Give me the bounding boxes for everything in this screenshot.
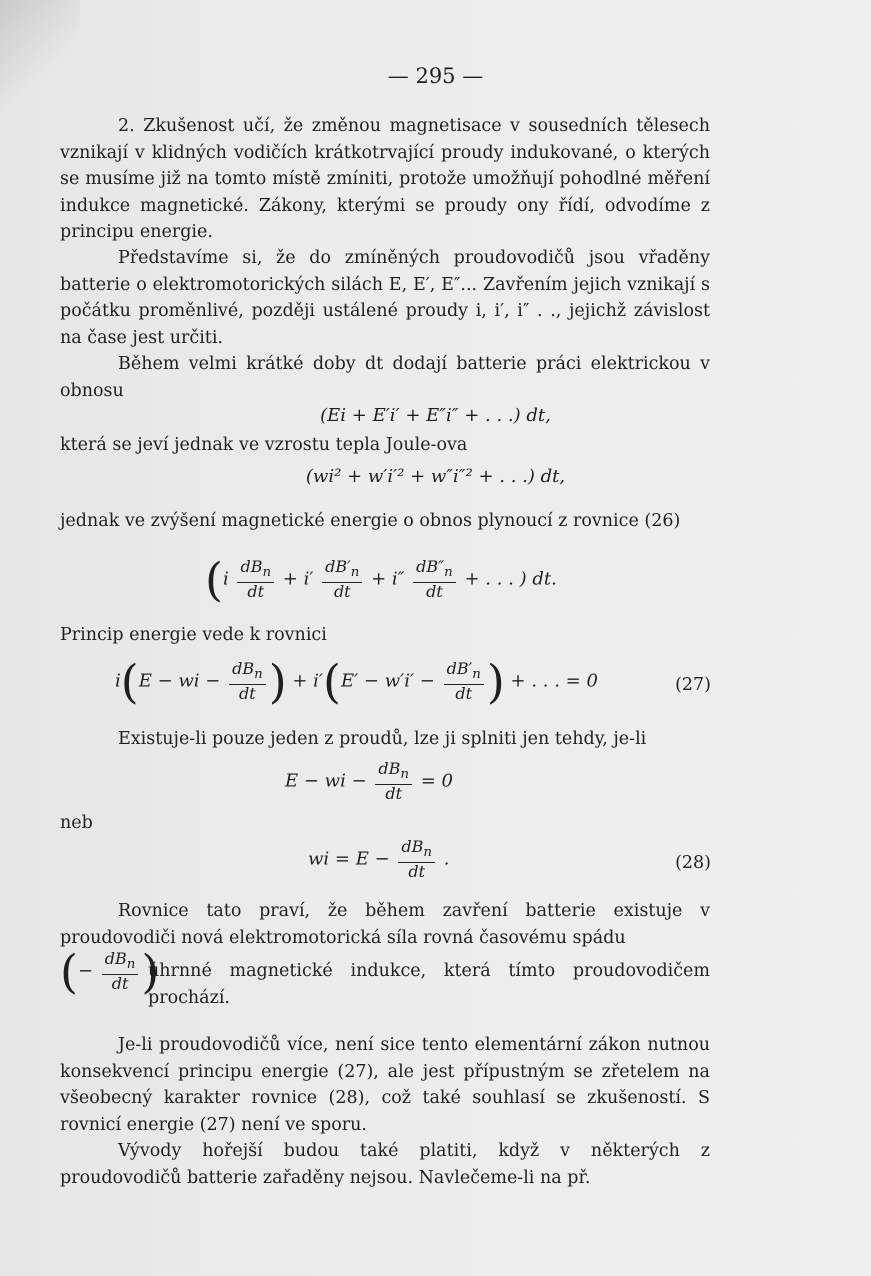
paragraph-3: Během velmi krátké doby dt dodají batterie práci elektrickou v obnosu [60, 354, 710, 401]
paragraph-10: Je-li proudovodičů více, není sice tento elementární zákon nutnou konsekvencí principu energie (27), ale jest přípustným se zřetelem na všeobecný karakter rovnice (28), což také souhlasí se zkušeností. S rovnicí energie (27) není ve sporu. [60, 1035, 710, 1135]
equation-joule: (wi² + w′i′² + w″i″² + . . .) dt, [305, 466, 566, 487]
equation-27-tail: + . . . = 0 [510, 670, 598, 692]
equation-condition-tail: = 0 [420, 770, 453, 792]
paper-fold-shadow [0, 0, 80, 120]
paragraph-11: Vývody hořejší budou také platiti, když v některých z proudovodičů batterie zařaděny nejsou. Navlečeme-li na př. [60, 1141, 710, 1188]
paragraph-4: která se jeví jednak ve vzrostu tepla Joule-ova [60, 435, 468, 455]
paragraph-7: Existuje-li pouze jeden z proudů, lze ji splniti jen tehdy, je-li [118, 729, 647, 749]
paragraph-9b: úhrnné magnetické indukce, která tímto proudovodičem prochází. [148, 961, 710, 1008]
paragraph-8: neb [60, 813, 93, 833]
equation-magnetic-energy: (i $\frac{dB_n}{dt}$ + i′ $\frac{dB'_n}{dt}$ + i″ $\frac{dB''_n}{dt}$ + . . . ) dt. [205, 552, 557, 607]
equation-27: i(E − wi − $\frac{dB_n}{dt}$ ) + i′(E′ − w′i′ − $\frac{dB'_n}{dt}$ ) + . . . = 0 [115, 654, 598, 709]
paragraph-5: jednak ve zvýšení magnetické energie o obnos plynoucí z rovnice (26) [60, 511, 681, 531]
equation-number-27: (27) [675, 675, 711, 695]
paragraph-9: Rovnice tato praví, že během zavření batterie existuje v proudovodiči nová elektromotorická síla rovná časovému spádu [60, 901, 710, 948]
equation-condition: E − wi − $\frac{dB_n}{dt}$ = 0 [285, 759, 453, 804]
equation-flux-rate: (− $\frac{dB_n}{dt}$ ) [60, 944, 160, 999]
equation-28: wi = E − $\frac{dB_n}{dt}$ . [308, 837, 450, 882]
equation-work: (Ei + E′i′ + E″i″ + . . .) dt, [320, 405, 551, 426]
page-number: — 295 — [387, 64, 484, 88]
equation-number-28: (28) [675, 853, 711, 873]
paragraph-1: 2. Zkušenost učí, že změnou magnetisace v sousedních tělesech vznikají v klidných vodičích krátkotrvající proudy indukované, o kterých se musíme již na tomto místě zmíniti, protože umožňují pohodlné měření indukce magnetické. Zákony, kterými se proudy ony řídí, odvodíme z principu energie. [60, 116, 710, 242]
paragraph-2: Představíme si, že do zmíněných proudovodičů jsou vřaděny batterie o elektromotorických silách E, E′, E″... Zavřením jejich vznikají s počátku proměnlivé, později ustálené proudy i, i′, i″ . ., jejichž závislost na čase jest určiti. [60, 248, 710, 348]
paragraph-6: Princip energie vede k rovnici [60, 625, 327, 645]
equation-tail: + . . . ) dt. [464, 568, 557, 590]
